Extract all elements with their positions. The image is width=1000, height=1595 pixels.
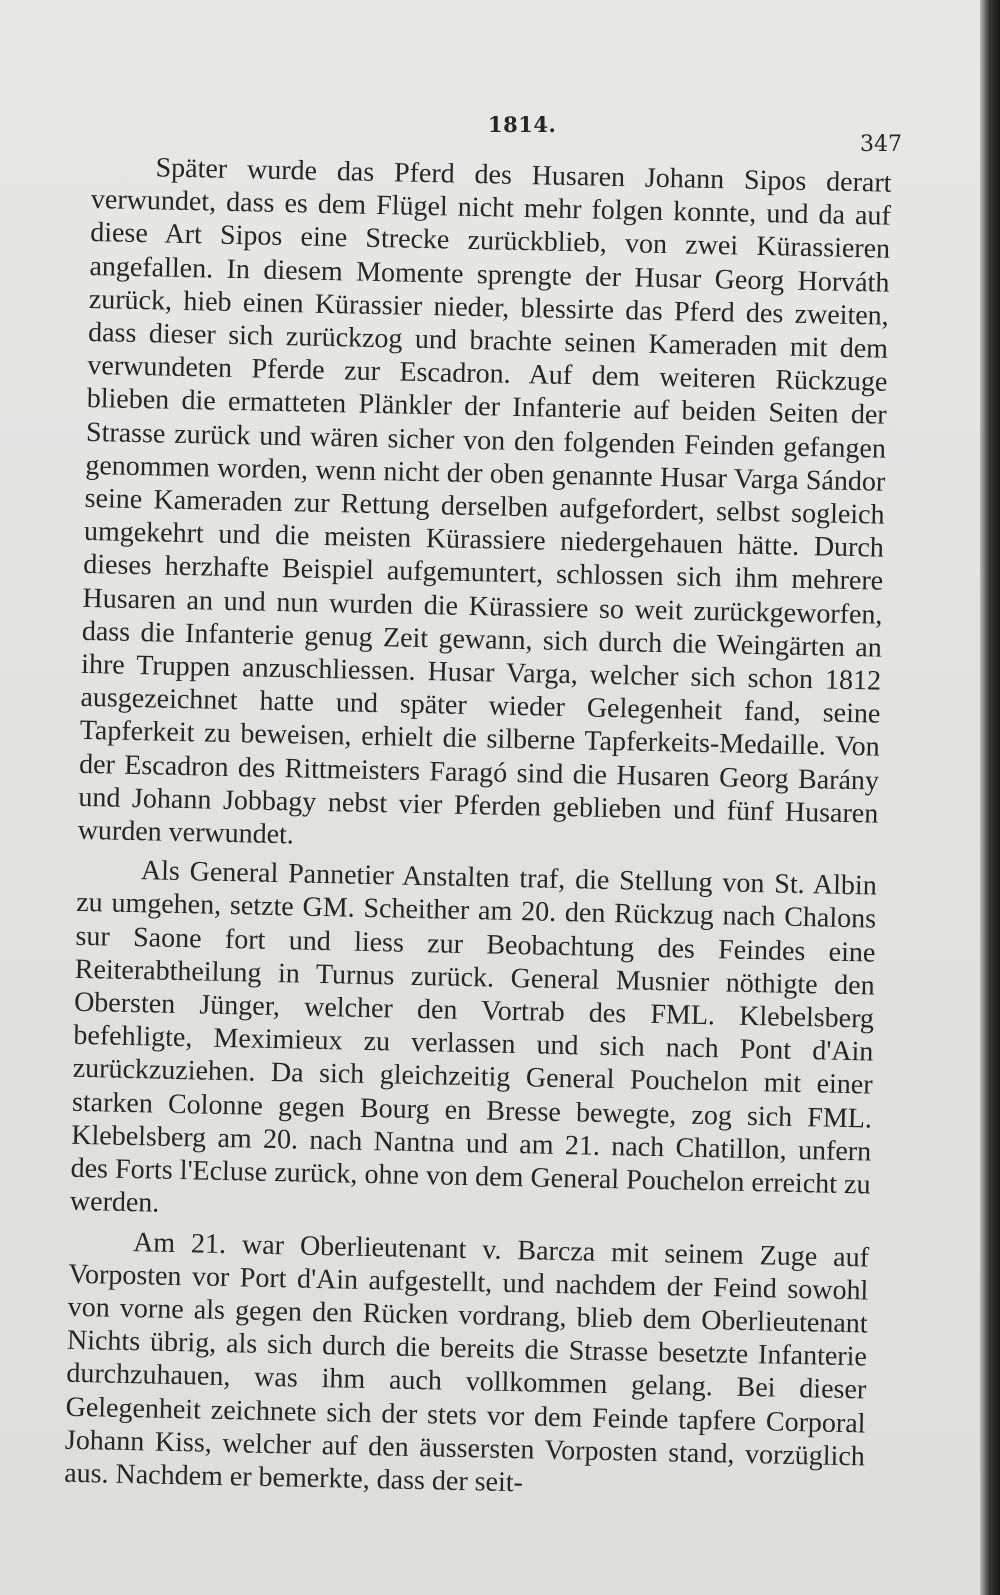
page-number: 347 — [860, 132, 902, 157]
running-title: 1814. — [488, 112, 557, 137]
paragraph-rueckzug-husaren: Später wurde das Pferd des Husaren Johann Sipos derart verwundet, dass es dem Flügel nicht mehr folgen konnte, und da auf diese Art Sipos eine Strecke zurückblieb, von zwei Kürassieren angefallen. In diesem Momente sprengte der Husar Georg Horváth zurück, hieb einen Kürassier nieder, blessirte das Pferd des zweiten, dass dieser sich zurückzog und brachte seinen Kameraden mit dem verwundeten Pferde zur Escadron. Auf dem weiteren Rückzuge blieben die ermatteten Plänkler der Infanterie auf beiden Seiten der Strasse zurück und wären sicher von den folgenden Feinden gefangen genommen worden, wenn nicht der oben genannte Husar Varga Sándor seine Kameraden zur Rettung derselben aufgefordert, selbst sogleich umgekehrt und die meisten Kürassiere niedergehauen hätte. Durch dieses herzhafte Beispiel aufgemuntert, schlossen sich ihm mehrere Husaren an und nun wurden die Kürassiere so weit zurückgeworfen, dass die Infanterie genug Zeit gewann, sich durch die Weingärten an ihre Truppen anzuschliessen. Husar Varga, welcher sich schon 1812 ausgezeichnet hatte und später wieder Gelegenheit fand, seine Tapferkeit zu beweisen, erhielt die silberne Tapferkeits-Medaille. Von der Escadron des Rittmeisters Faragó sind die Husaren Georg Barány und Johann Jobbagy nebst vier Pferden geblieben und fünf Husaren wurden verwundet. — [77, 152, 892, 851]
book-spine-shadow — [980, 0, 1000, 1595]
body-text — [64, 150, 892, 1507]
paragraph-oberlieutenant-barcza: Am 21. war Oberlieutenant v. Barcza mit seinem Zuge auf Vorposten vor Port d'Ain aufgestellt, und nachdem der Feind sowohl von vorne als gegen den Rücken vordrang, blieb dem Oberlieutenant Nichts übrig, als sich durch die bereits die Strasse besetzte Infanterie durchzuhauen, was ihm auch vollkommen gelang. Bei dieser Gelegenheit zeichnete sich der stets vor dem Feinde tapfere Corporal Johann Kiss, welcher auf den äussersten Vorposten stand, vorzüglich aus. Nachdem er bemerkte, dass der seit- — [63, 1226, 870, 1499]
page-header — [0, 112, 1000, 157]
paragraph-general-pannetier: Als General Pannetier Anstalten traf, die Stellung von St. Albin zu umgehen, setzte GM. Scheither am 20. den Rückzug nach Chalons sur Saone fort und liess zur Beobachtung des Feindes eine Reiterabtheilung in Turnus zurück. General Musnier nöthigte den Obersten Jünger, welcher den Vortrab des FML. Klebelsberg befehligte, Meximieux zu verlassen und sich nach Pont d'Ain zurückzuziehen. Da sich gleichzeitig General Pouchelon mit einer starken Colonne gegen Bourg en Bresse bewegte, zog sich FML. Klebelsberg am 20. nach Nantna und am 21. nach Chatillon, unfern des Forts l'Ecluse zurück, ohne von dem General Pouchelon erreicht zu werden. — [69, 855, 878, 1219]
